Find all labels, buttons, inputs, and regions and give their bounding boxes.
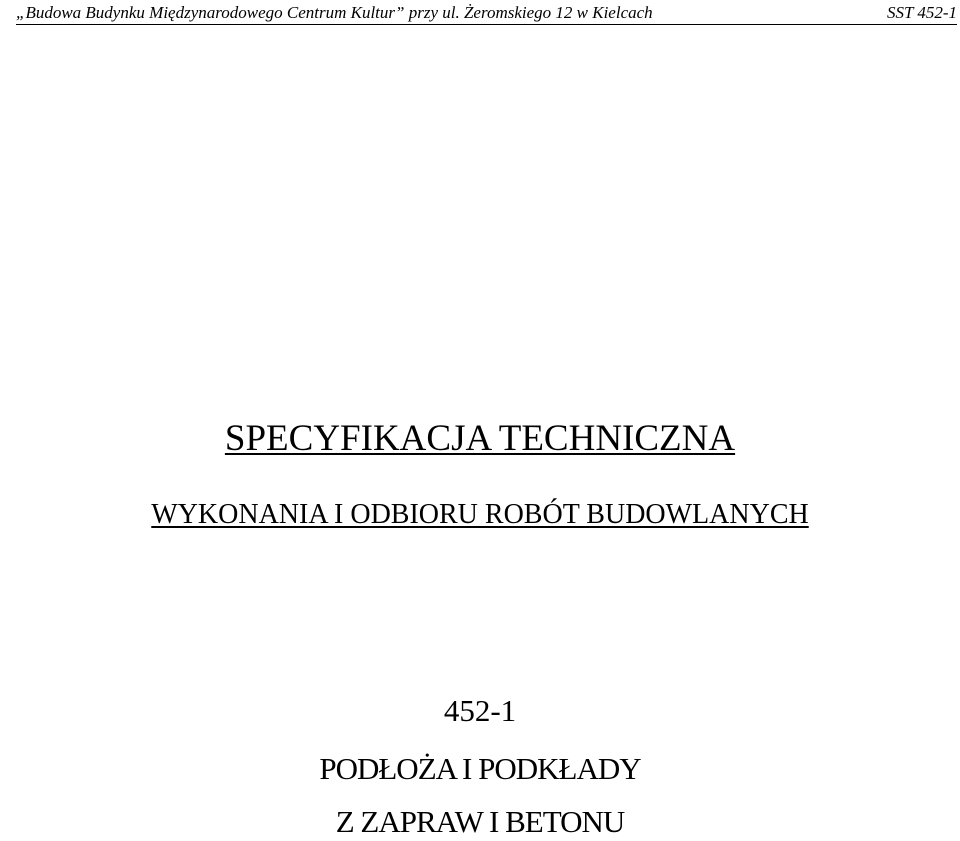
document-title: SPECYFIKACJA TECHNICZNA	[224, 418, 736, 459]
header-project-name: „Budowa Budynku Międzynarodowego Centrum Kultur” przy ul. Żeromskiego 12 w Kielcach	[16, 3, 653, 22]
spec-name-line2: Z ZAPRAW I BETONU	[335, 804, 625, 839]
header-spec-code: SST 452-1	[886, 3, 957, 22]
document-subtitle: WYKONANIA I ODBIORU ROBÓT BUDOWLANYCH	[151, 499, 809, 530]
spec-name-line1: PODŁOŻA I PODKŁADY	[319, 751, 641, 786]
spec-code: 452-1	[443, 693, 517, 728]
page-header	[16, 2, 957, 25]
